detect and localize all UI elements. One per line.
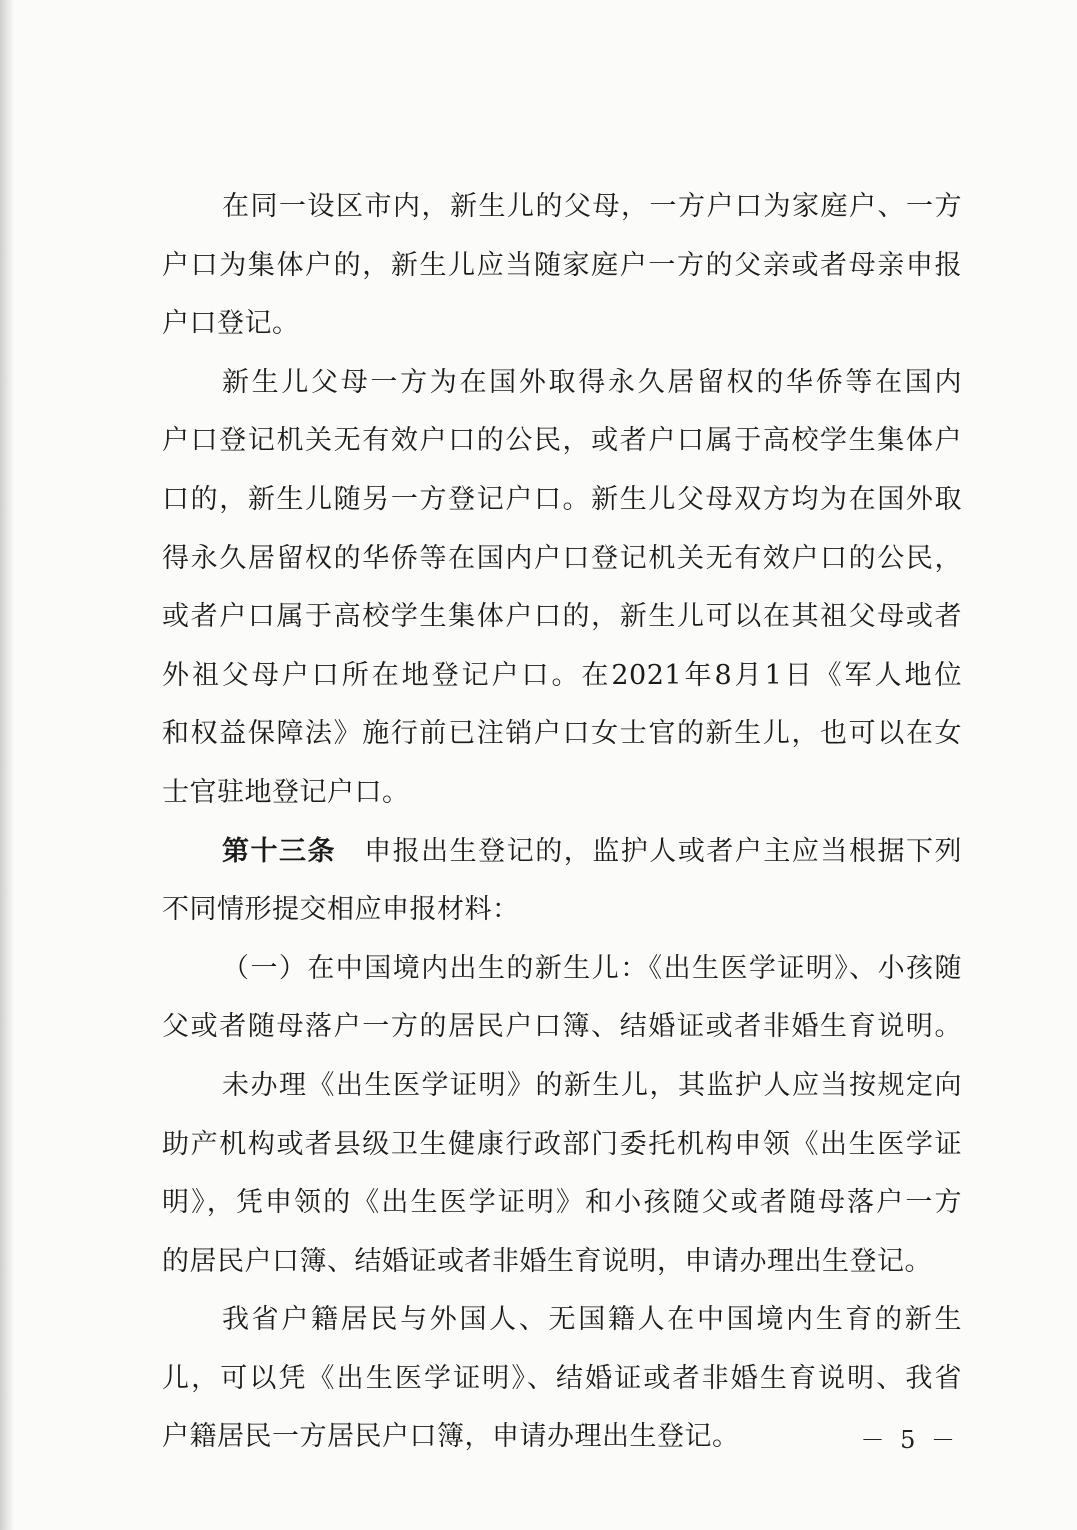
line-text: （一）在中国境内出生的新生儿：《出生医学证明》、小孩随 (222, 952, 962, 984)
text-line (162, 647, 962, 706)
text-line (162, 1233, 962, 1292)
page-number: － 5 － (860, 1426, 959, 1454)
line-text: 外祖父母户口所在地登记户口。在2021年8月1日《军人地位 (162, 659, 962, 691)
line-text: 或者户口属于高校学生集体户口的，新生儿可以在其祖父母或者 (162, 601, 962, 633)
line-text: 在同一设区市内，新生儿的父母，一方户口为家庭户、一方 (222, 191, 962, 222)
text-line (162, 295, 962, 354)
text-line (162, 530, 962, 589)
line-text: 不同情形提交相应申报材料： (162, 894, 520, 926)
text-line (162, 471, 962, 530)
text-line (162, 1350, 962, 1409)
text-line (162, 412, 962, 471)
line-text: 新生儿父母一方为在国外取得永久居留权的华侨等在国内 (222, 366, 962, 398)
text-line (162, 764, 962, 823)
text-line (162, 1291, 962, 1350)
line-text: 明》，凭申领的《出生医学证明》和小孩随父或者随母落户一方 (162, 1187, 962, 1219)
article-heading: 第十三条 (222, 835, 337, 867)
line-text: 户口为集体户的，新生儿应当随家庭户一方的父亲或者母亲申报 (162, 249, 962, 281)
line-text: 儿，可以凭《出生医学证明》、结婚证或者非婚生育说明、我省 (162, 1362, 962, 1394)
text-line (162, 178, 962, 237)
line-text: 得永久居留权的华侨等在国内户口登记机关无有效户口的公民， (162, 542, 962, 574)
text-line (162, 588, 962, 647)
text-line (162, 1057, 962, 1116)
line-text: 的居民户口簿、结婚证或者非婚生育说明，申请办理出生登记。 (162, 1245, 932, 1277)
line-text: 未办理《出生医学证明》的新生儿，其监护人应当按规定向 (222, 1069, 962, 1101)
scan-edge-shadow (0, 0, 14, 1530)
text-line (162, 354, 962, 413)
line-text: 和权益保障法》施行前已注销户口女士官的新生儿，也可以在女 (162, 718, 962, 750)
line-text: 士官驻地登记户口。 (162, 776, 410, 808)
text-line (162, 705, 962, 764)
text-line (162, 1408, 962, 1467)
line-text: 户口登记机关无有效户口的公民，或者户口属于高校学生集体户 (162, 425, 962, 457)
line-text: 口的，新生儿随另一方登记户口。新生儿父母双方均为在国外取 (162, 483, 962, 515)
text-line (162, 1116, 962, 1175)
line-text: 户籍居民一方居民户口簿，申请办理出生登记。 (162, 1421, 740, 1453)
document-body (162, 178, 962, 1467)
text-line (162, 823, 962, 882)
line-text: 我省户籍居民与外国人、无国籍人在中国境内生育的新生 (222, 1304, 962, 1336)
text-line (162, 881, 962, 940)
line-text: 户口登记。 (162, 308, 300, 340)
line-text: 申报出生登记的，监护人或者户主应当根据下列 (364, 835, 963, 867)
text-line (162, 237, 962, 296)
text-line (162, 1174, 962, 1233)
line-text: 助产机构或者县级卫生健康行政部门委托机构申领《出生医学证 (162, 1128, 962, 1160)
text-line (162, 998, 962, 1057)
text-line (162, 940, 962, 999)
line-text: 父或者随母落户一方的居民户口簿、结婚证或者非婚生育说明。 (162, 1011, 962, 1043)
